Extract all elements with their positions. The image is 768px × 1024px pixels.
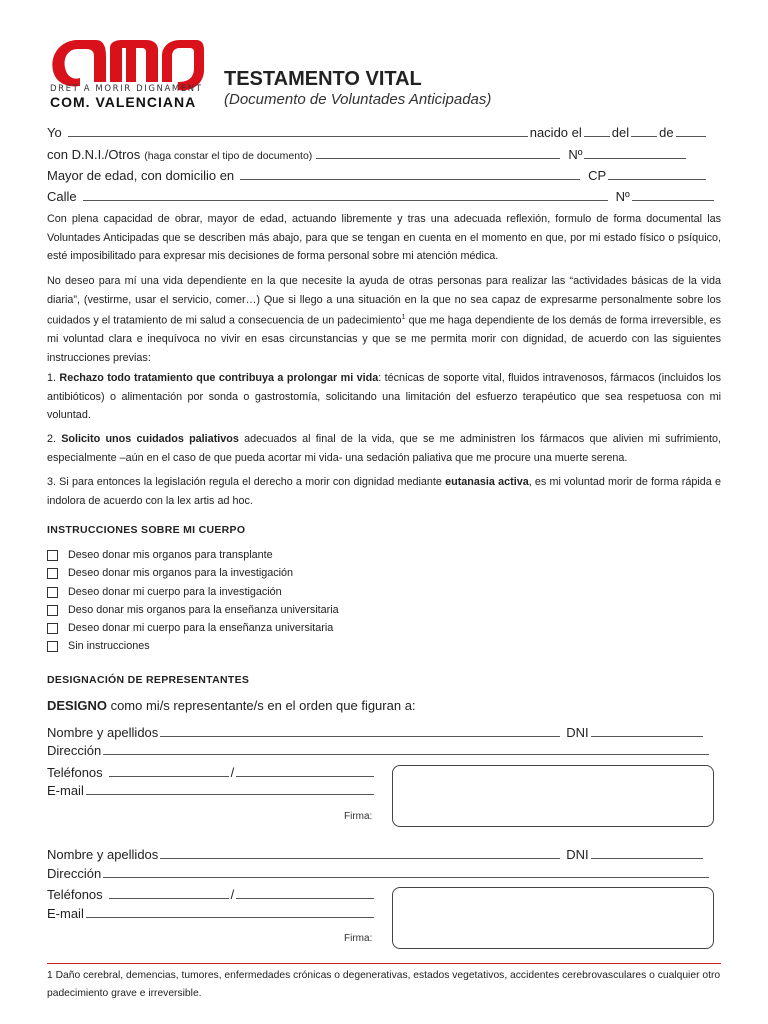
input-rep2-address-line[interactable] [103,865,709,878]
option-label: Sin instrucciones [68,640,150,652]
input-calle-number-line[interactable] [632,188,714,201]
i1-number: 1. [47,372,60,384]
label-del: del [611,125,630,140]
rep2-email-row [47,905,376,921]
instruction-1 [47,369,721,425]
phone-separator: / [230,887,235,902]
heading-instrucciones: INSTRUCCIONES SOBRE MI CUERPO [47,524,246,536]
option-row [47,638,150,654]
input-dni-number-line[interactable] [584,146,686,159]
input-rep2-phone2-line[interactable] [236,886,374,899]
label-mayor: Mayor de edad, con domicilio en [47,168,235,183]
label-telefonos: Teléfonos [47,887,103,902]
designo-line [47,698,416,713]
checkbox[interactable] [47,568,58,579]
heading-representantes: DESIGNACIÓN DE REPRESENTANTES [47,674,250,686]
document-title: TESTAMENTO VITAL [224,68,422,90]
label-yo: Yo [47,125,62,140]
option-row [47,547,273,563]
i1-bold: Rechazo todo tratamiento que contribuya a prolongar mi vida [59,372,379,384]
checkbox[interactable] [47,623,58,634]
label-rep-dni: DNI [566,847,589,862]
paragraph-no-dependencia [47,272,721,368]
phone-separator: / [230,765,235,780]
rep1-address-row [47,742,711,758]
paragraph-intro: Con plena capacidad de obrar, mayor de edad, actuando libremente y tras una adecuada reflexión, formulo de forma documental las Voluntades Anticipadas que se describen más abajo, para que se tengan en cuenta en el momento en que, por mi estado físico o psíquico, esté imposibilitado para expresar mis decisiones de forma personal sobre mi atención médica. [47,213,721,263]
label-telefonos: Teléfonos [47,765,103,780]
label-dni-note: (haga constar el tipo de documento) [144,150,313,162]
footnote: 1 Daño cerebral, demencias, tumores, enfermedades crónicas o degenerativas, estados vegetativos, accidentes cerebrovasculares o cualquier otro padecimiento grave e irreversible. [47,970,721,999]
i3-text-a: 3. Si para entonces la legislación regula el derecho a morir con dignidad mediante [47,476,446,488]
input-rep1-dni-line[interactable] [591,724,703,737]
checkbox[interactable] [47,587,58,598]
field-row-dni [47,146,688,162]
instruction-2 [47,430,721,467]
logo-region: COM. VALENCIANA [50,94,197,110]
input-birth-year-line[interactable] [676,124,706,137]
label-num2: Nº [615,189,630,204]
option-label: Deseo donar mi cuerpo para la enseñanza universitaria [68,622,334,634]
rep1-email-row [47,782,376,798]
label-direccion: Dirección [47,866,102,881]
input-rep2-phone1-line[interactable] [109,886,229,899]
rep1-phone-row [47,764,376,780]
option-row [47,620,333,636]
input-rep1-email-line[interactable] [86,782,374,795]
label-calle: Calle [47,189,77,204]
input-rep1-phone2-line[interactable] [236,764,374,777]
document-subtitle: (Documento de Voluntades Anticipadas) [224,91,492,108]
option-label: Deseo donar mis organos para transplante [68,549,273,561]
rep2-address-row [47,865,711,881]
checkbox[interactable] [47,550,58,561]
option-label: Deseo donar mis organos para la investigación [68,567,294,579]
footnote-divider [47,963,721,964]
label-de: de [659,125,674,140]
rep1-name-row [47,724,705,740]
rep2-firma-label: Firma: [344,933,373,944]
field-row-domicilio [47,167,708,183]
input-rep2-name-line[interactable] [160,846,560,859]
label-num1: Nº [568,147,583,162]
input-rep1-name-line[interactable] [160,724,560,737]
label-rep-dni: DNI [566,725,589,740]
designo-bold: DESIGNO [47,698,107,713]
logo-subtitle: DRET A MORIR DIGNAMENT [50,84,203,94]
rep2-name-row [47,846,705,862]
i3-text-b: , es mi voluntad morir de forma rápida e indolora de acuerdo con la lex artis ad hoc. [47,476,721,507]
checkbox[interactable] [47,641,58,652]
label-cp: CP [588,168,607,183]
label-email: E-mail [47,906,84,921]
rep1-firma-label: Firma: [344,811,373,822]
input-rep1-address-line[interactable] [103,742,709,755]
label-nombre: Nombre y apellidos [47,847,159,862]
option-label: Deseo donar mi cuerpo para la investigación [68,586,282,598]
rep2-phone-row [47,886,376,902]
input-cp-line[interactable] [608,167,706,180]
input-calle-line[interactable] [83,188,608,201]
option-label: Deso donar mis organos para la enseñanza universitaria [68,604,339,616]
field-row-name [47,124,708,140]
footnote-ref: 1 [401,314,406,322]
instruction-3 [47,473,721,510]
i3-bold: eutanasia activa [445,476,529,488]
p2-text-a: No deseo para mí una vida dependiente en la que necesite la ayuda de otras personas para realizar las “actividades básicas de la vida diaria”, (vestirme, usar el servicio, comer…) Que si llego a una situación en la que no sea capaz de expresarme personalmente sobre los cuidados y el tratamiento de mi salud a consecuencia de un padecimiento [47,275,721,327]
i2-text: adecuados al final de la vida, que se me administren los fármacos que alivien mi sufrimiento, especialmente –aún en el caso de que pueda acortar mi vida- una sedación paliativa que me procure una muerte serena. [47,433,721,464]
label-email: E-mail [47,783,84,798]
input-birth-day-line[interactable] [584,124,610,137]
label-nacido: nacido el [529,125,582,140]
i1-text: : técnicas de soporte vital, fluidos intravenosos, fármacos (incluidos los antibióticos) o alimentación por sonda o gastrostomía, solicitando una limitación del esfuerzo terapéutico que sea respetuosa con mi voluntad. [47,372,721,422]
p2-text-b: que me haga dependiente de los demás de forma irreversible, es mi voluntad clara e inequívoca no vivir en esas circunstancias y que se me permita morir con dignidad, de acuerdo con las siguientes instrucciones previas: [47,314,722,364]
option-row [47,565,293,581]
input-rep1-phone1-line[interactable] [109,764,229,777]
input-domicilio-line[interactable] [240,167,580,180]
label-direccion: Dirección [47,743,102,758]
rep2-signature-box[interactable] [392,887,714,949]
input-rep2-dni-line[interactable] [591,846,703,859]
option-row [47,602,339,618]
label-dni: con D.N.I./Otros [47,147,141,162]
label-nombre: Nombre y apellidos [47,725,159,740]
checkbox[interactable] [47,605,58,616]
option-row [47,584,282,600]
rep1-signature-box[interactable] [392,765,714,827]
i2-bold: Solicito unos cuidados paliativos [61,433,239,445]
field-row-calle [47,188,716,204]
input-name-line[interactable] [68,124,528,137]
input-rep2-email-line[interactable] [86,905,374,918]
designo-text: como mi/s representante/s en el orden que figuran a: [106,698,416,713]
input-birth-month-line[interactable] [631,124,657,137]
input-dni-line[interactable] [316,146,560,159]
i2-number: 2. [47,433,62,445]
